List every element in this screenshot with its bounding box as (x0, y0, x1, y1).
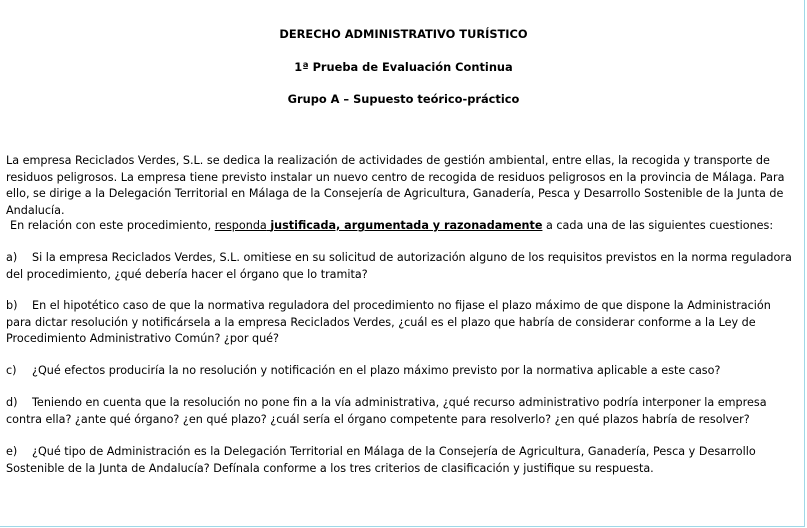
instruction-paragraph (10, 218, 800, 235)
document-title: DERECHO ADMINISTRATIVO TURÍSTICO (279, 27, 528, 41)
question-label: c) (6, 364, 17, 377)
question-text: En el hipotético caso de que la normativa reguladora del procedimiento no fijase el plazo máximo de que dispone la Administración para dictar resolución y notificársela a la empresa Reciclados Verdes, ¿cuál es el plazo que habría de considerar conforme a la Ley de Procedimiento Administrativo Común? ¿por qué? (6, 299, 771, 345)
document-subtitle: 1ª Prueba de Evaluación Continua (294, 60, 513, 74)
question-text: Si la empresa Reciclados Verdes, S.L. omitiese en su solicitud de autorización alguno de los requisitos previstos en la norma reguladora del procedimiento, ¿qué debería hacer el órgano que lo tramita? (6, 251, 792, 281)
instruction-before: En relación con este procedimiento, (10, 219, 215, 232)
intro-paragraph: La empresa Reciclados Verdes, S.L. se dedica la realización de actividades de gestión ambiental, entre ellas, la recogida y transporte de residuos peligrosos. La empresa tiene previsto instalar un nuevo centro de recogida de residuos peligrosos en la provincia de Málaga. Para ello, se dirige a la Delegación Territorial en Málaga de la Consejería de Agricultura, Ganadería, Pesca y Desarrollo Sostenible de la Junta de Andalucía. (6, 154, 785, 217)
question-text: Teniendo en cuenta que la resolución no pone fin a la vía administrativa, ¿qué recurso administrativo podría interponer la empresa contra ella? ¿ante qué órgano? ¿en qué plazo? ¿cuál sería el órgano competente para resolverlo? ¿en qué plazos habría de resolver? (6, 396, 767, 426)
question-label: a) (6, 251, 18, 264)
question-b (6, 298, 796, 348)
question-text: ¿Qué tipo de Administración es la Delegación Territorial en Málaga de la Consejería de Agricultura, Ganadería, Pesca y Desarrollo Sostenible de la Junta de Andalucía? Defínala conforme a los tres criterios de clasificación y justifique su respuesta. (6, 445, 756, 475)
question-e (6, 444, 796, 477)
instruction-after: a cada una de las siguientes cuestiones: (542, 219, 774, 232)
question-label: e) (6, 445, 18, 458)
document-group-heading: Grupo A – Supuesto teórico-práctico (287, 92, 520, 106)
question-a (6, 250, 796, 283)
question-c (6, 363, 796, 380)
question-d (6, 395, 796, 428)
instruction-emphasis: justificada, argumentada y razonadamente (270, 219, 543, 232)
question-label: b) (6, 299, 18, 312)
instruction-responda: responda (214, 219, 267, 232)
question-text: ¿Qué efectos produciría la no resolución y notificación en el plazo máximo previsto por la normativa aplicable a este caso? (32, 364, 721, 377)
question-label: d) (6, 396, 18, 409)
